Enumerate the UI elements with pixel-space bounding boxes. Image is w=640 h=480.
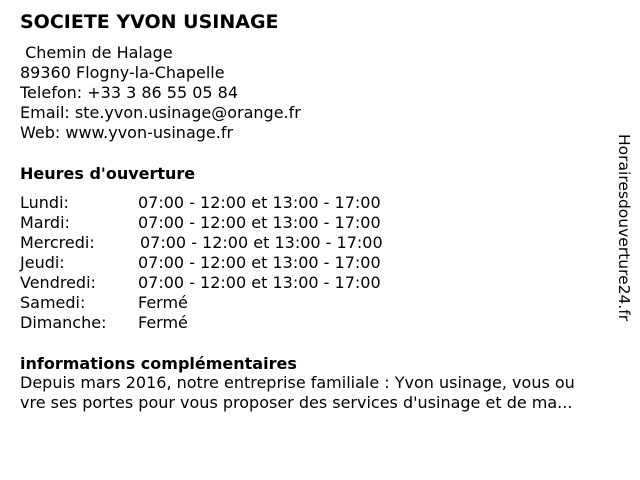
day-hours: Fermé [138, 313, 188, 332]
day-label: Lundi: [20, 193, 69, 212]
day-hours: 07:00 - 12:00 et 13:00 - 17:00 [138, 213, 381, 232]
email-line: Email: ste.yvon.usinage@orange.fr [20, 103, 301, 122]
day-hours: 07:00 - 12:00 et 13:00 - 17:00 [140, 233, 383, 252]
info-paragraph [20, 373, 625, 413]
company-name: SOCIETE YVON USINAGE [20, 11, 279, 33]
vertical-brand-watermark [611, 134, 637, 344]
day-label: Samedi: [20, 293, 86, 312]
day-hours: 07:00 - 12:00 et 13:00 - 17:00 [138, 193, 381, 212]
day-label: Jeudi: [20, 253, 65, 272]
info-line-2: vre ses portes pour vous proposer des services d'usinage et de ma... [20, 393, 573, 412]
info-line-1: Depuis mars 2016, notre entreprise familiale : Yvon usinage, vous ou [20, 373, 575, 392]
brand-text: Horairesdouverture24.fr [615, 134, 633, 322]
day-hours: Fermé [138, 293, 188, 312]
address-street: Chemin de Halage [20, 43, 173, 62]
web-line: Web: www.yvon-usinage.fr [20, 123, 234, 142]
day-label: Mardi: [20, 213, 70, 232]
day-hours: 07:00 - 12:00 et 13:00 - 17:00 [138, 273, 381, 292]
contact-block [20, 43, 301, 143]
hours-heading: Heures d'ouverture [20, 164, 196, 183]
day-label: Dimanche: [20, 313, 107, 332]
info-heading: informations complémentaires [20, 354, 297, 373]
address-city: 89360 Flogny-la-Chapelle [20, 63, 225, 82]
day-hours: 07:00 - 12:00 et 13:00 - 17:00 [138, 253, 381, 272]
day-label: Vendredi: [20, 273, 96, 292]
day-label: Mercredi: [20, 233, 95, 252]
phone-line: Telefon: +33 3 86 55 05 84 [20, 83, 239, 102]
